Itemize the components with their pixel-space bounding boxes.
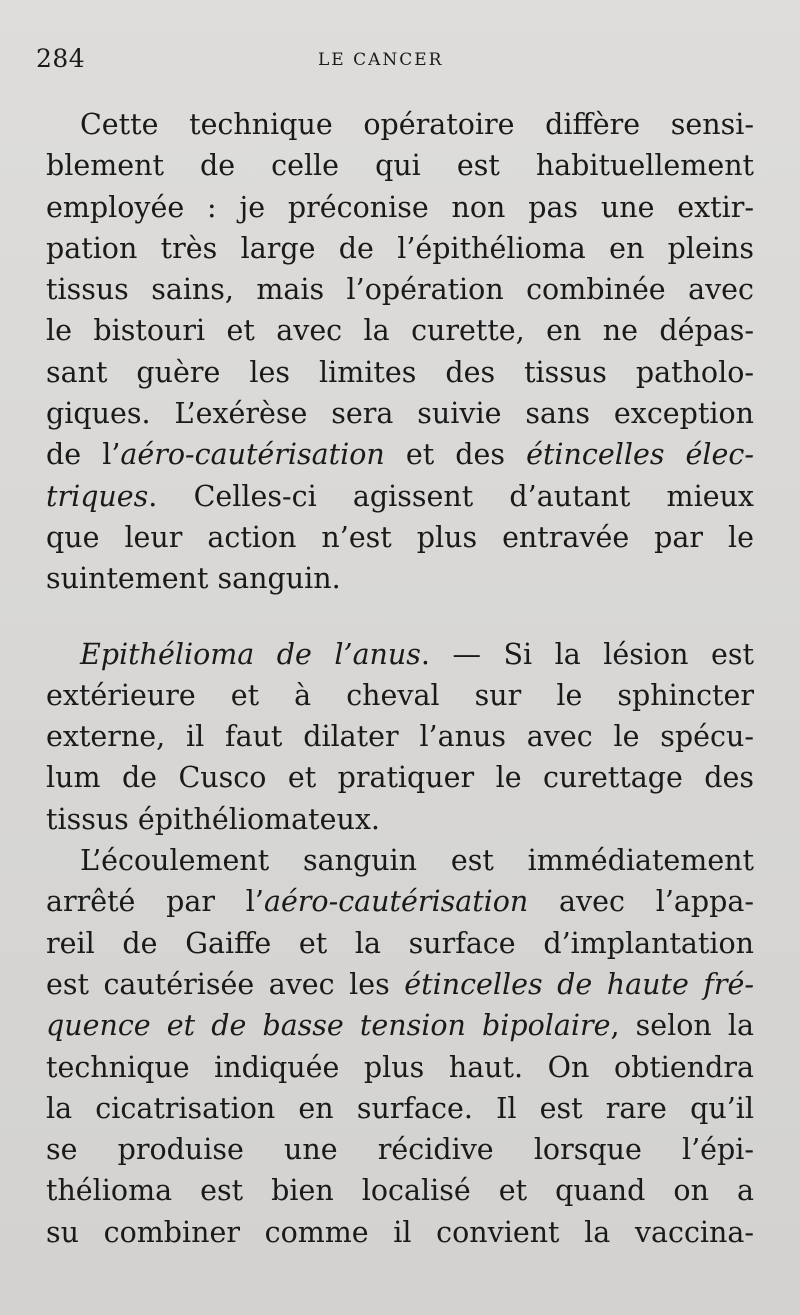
running-title: LE CANCER bbox=[318, 50, 444, 70]
text-line: lum de Cusco et pratiquer le curettage des bbox=[46, 761, 754, 795]
text-line: su combiner comme il convient la vaccina- bbox=[46, 1215, 754, 1249]
text-line: employée : je préconise non pas une extir- bbox=[46, 190, 754, 224]
paragraph-ecoulement bbox=[46, 840, 754, 1253]
page-number: 284 bbox=[36, 44, 86, 73]
text-line bbox=[46, 634, 754, 675]
italic-term: quence et de basse tension bipolaire bbox=[46, 1009, 611, 1043]
text-line: extérieure et à cheval sur le sphincter bbox=[46, 678, 754, 712]
running-head bbox=[36, 44, 766, 80]
text-line: suintement sanguin. bbox=[46, 562, 341, 596]
text-line bbox=[46, 434, 754, 475]
italic-term: aéro-cautérisation bbox=[120, 438, 385, 472]
paragraph-anus bbox=[46, 634, 754, 840]
text-run: de l’ bbox=[46, 438, 121, 472]
italic-term: étincelles de haute fré- bbox=[404, 967, 754, 1001]
italic-term: triques bbox=[46, 479, 149, 513]
text-line bbox=[46, 881, 754, 922]
text-line bbox=[46, 964, 754, 1005]
text-run: arrêté par l’ bbox=[46, 885, 264, 919]
section-spacer bbox=[46, 600, 754, 634]
text-line: externe, il faut dilater l’anus avec le spécu- bbox=[46, 720, 754, 754]
text-run: et des bbox=[384, 438, 527, 472]
text-line: Cette technique opératoire diffère sensi- bbox=[80, 108, 754, 141]
text-run: . — Si la lésion est bbox=[420, 637, 754, 671]
text-line: pation très large de l’épithélioma en pleins bbox=[46, 231, 754, 265]
text-line: que leur action n’est plus entravée par le bbox=[46, 520, 754, 554]
text-line bbox=[46, 476, 754, 517]
text-line: reil de Gaiffe et la surface d’implantation bbox=[46, 926, 754, 960]
text-run: est cautérisée avec les bbox=[46, 967, 405, 1001]
text-line: la cicatrisation en surface. Il est rare qu’il bbox=[46, 1091, 754, 1125]
text-line: thélioma est bien localisé et quand on a bbox=[46, 1174, 754, 1208]
text-line: blement de celle qui est habituellement bbox=[46, 149, 754, 183]
text-run: . Celles-ci agissent d’autant mieux bbox=[148, 479, 754, 513]
text-line: sant guère les limites des tissus patholo- bbox=[46, 355, 754, 389]
text-run: , selon la bbox=[610, 1009, 754, 1043]
text-line: giques. L’exérèse sera suivie sans exception bbox=[46, 397, 754, 431]
body-text bbox=[46, 104, 754, 1253]
text-line: tissus épithéliomateux. bbox=[46, 802, 380, 836]
italic-term: étincelles élec- bbox=[526, 438, 754, 472]
section-heading: Epithélioma de l’anus bbox=[80, 637, 421, 671]
text-line: L’écoulement sanguin est immédiatement bbox=[80, 844, 754, 878]
text-line: tissus sains, mais l’opération combinée avec bbox=[46, 273, 754, 307]
text-line: technique indiquée plus haut. On obtiendra bbox=[46, 1050, 754, 1084]
text-line: le bistouri et avec la curette, en ne dépas- bbox=[46, 314, 754, 348]
paragraph-technique bbox=[46, 104, 754, 600]
text-run: avec l’appa- bbox=[528, 885, 754, 919]
text-line bbox=[46, 1005, 754, 1046]
italic-term: aéro-cautérisation bbox=[263, 885, 529, 919]
text-line: se produise une récidive lorsque l’épi- bbox=[46, 1133, 754, 1167]
